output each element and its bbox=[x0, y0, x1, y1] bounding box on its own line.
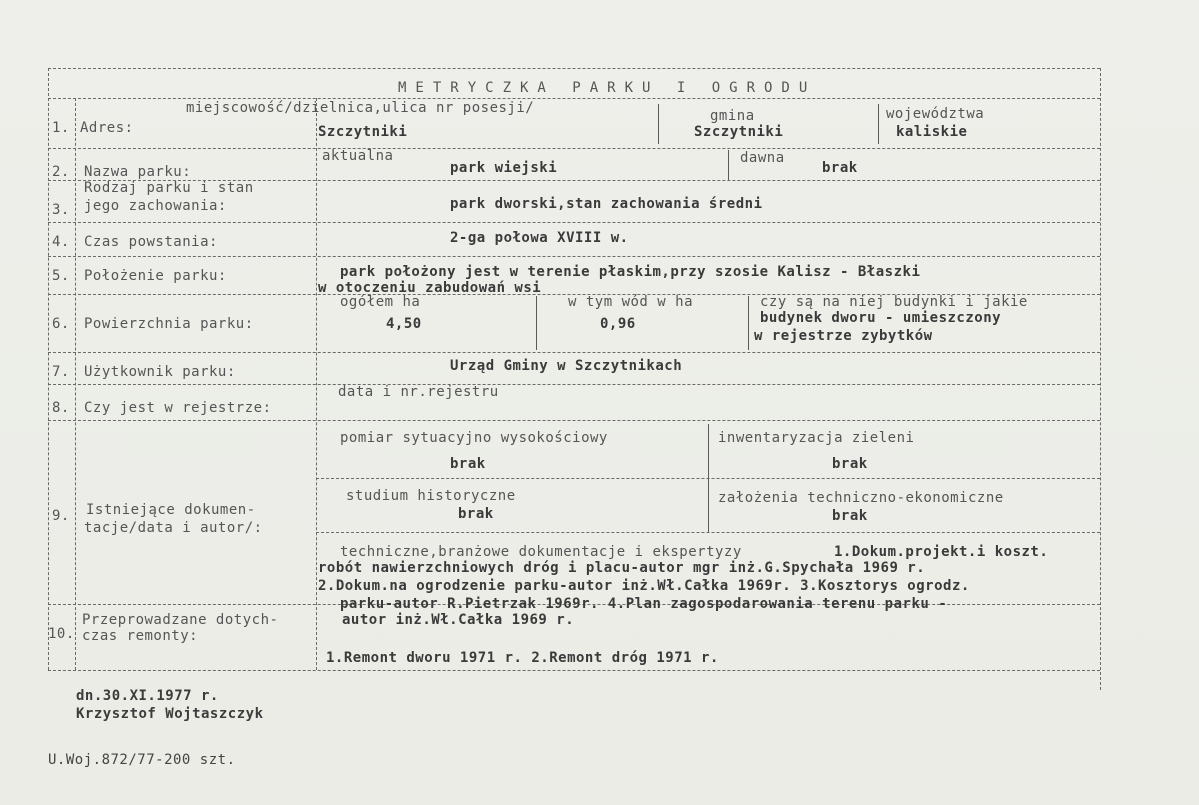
form-title: METRYCZKA PARKU I OGRODU bbox=[398, 80, 817, 96]
row9-divider bbox=[708, 424, 709, 532]
row6-divider bbox=[748, 296, 749, 350]
label-column-line bbox=[316, 98, 317, 670]
user-value: Urząd Gminy w Szczytnikach bbox=[450, 358, 683, 374]
documentation-label: Istniejące dokumen- bbox=[86, 502, 256, 518]
park-type-value: park dworski,stan zachowania średni bbox=[450, 196, 763, 212]
water-area-label: w tym wód w ha bbox=[568, 294, 694, 310]
historical-study-label: studium historyczne bbox=[346, 488, 516, 504]
frame-bottom-line bbox=[48, 670, 1100, 671]
renovations-value: 1.Remont dworu 1971 r. 2.Remont dróg 1971 r. bbox=[326, 650, 719, 666]
technical-docs-label: techniczne,branżowe dokumentacje i ekspertyzy bbox=[340, 544, 742, 560]
commune-value: Szczytniki bbox=[694, 124, 784, 140]
current-name-value: park wiejski bbox=[450, 160, 558, 176]
row-divider bbox=[48, 148, 1100, 149]
location-value: park położony jest w terenie płaskim,przy szosie Kalisz - Błaszki bbox=[340, 264, 921, 280]
area-label: Powierzchnia parku: bbox=[84, 316, 254, 332]
water-area-value: 0,96 bbox=[600, 316, 636, 332]
creation-time-value: 2-ga połowa XVIII w. bbox=[450, 230, 629, 246]
technical-docs-value: parku-autor R.Pietrzak 1969r. 4.Plan zagospodarowania terenu parku - bbox=[340, 596, 948, 612]
locality-value: Szczytniki bbox=[318, 124, 408, 140]
frame-left-line bbox=[48, 68, 49, 670]
park-name-label: Nazwa parku: bbox=[84, 164, 192, 180]
row-number: 5. bbox=[52, 268, 70, 284]
address-label: Adres: bbox=[80, 120, 134, 136]
location-value: w otoczeniu zabudowań wsi bbox=[318, 280, 542, 296]
row-number: 8. bbox=[52, 400, 70, 416]
greenery-inventory-value: brak bbox=[832, 456, 868, 472]
technical-docs-value: 1.Dokum.projekt.i koszt. bbox=[834, 544, 1049, 560]
print-run-note: U.Woj.872/77-200 szt. bbox=[48, 752, 236, 768]
row-divider bbox=[48, 256, 1100, 257]
technical-docs-value: autor inż.Wł.Całka 1969 r. bbox=[342, 612, 575, 628]
survey-label: pomiar sytuacyjno wysokościowy bbox=[340, 430, 608, 446]
location-label: Położenie parku: bbox=[84, 268, 227, 284]
park-type-label: jego zachowania: bbox=[84, 198, 227, 214]
renovations-label: czas remonty: bbox=[82, 628, 199, 644]
greenery-inventory-label: inwentaryzacja zieleni bbox=[718, 430, 915, 446]
buildings-label: czy są na niej budynki i jakie bbox=[760, 294, 1028, 310]
frame-right-line bbox=[1100, 68, 1101, 690]
row-divider bbox=[48, 222, 1100, 223]
park-type-label: Rodzaj parku i stan bbox=[84, 180, 254, 196]
current-name-label: aktualna bbox=[322, 148, 394, 164]
former-name-label: dawna bbox=[740, 150, 785, 166]
former-name-value: brak bbox=[822, 160, 858, 176]
register-label: Czy jest w rejestrze: bbox=[84, 400, 272, 416]
row-number: 1. bbox=[52, 120, 70, 136]
buildings-value: budynek dworu - umieszczony bbox=[760, 310, 1002, 326]
frame-top-line bbox=[48, 68, 1100, 69]
tech-economic-label: założenia techniczno-ekonomiczne bbox=[718, 490, 1004, 506]
survey-value: brak bbox=[450, 456, 486, 472]
voivodeship-label: województwa bbox=[886, 106, 985, 122]
buildings-value: w rejestrze zybytków bbox=[754, 328, 933, 344]
technical-docs-value: 2.Dokum.na ogrodzenie parku-autor inż.Wł.Całka 1969r. 3.Kosztorys ogrodz. bbox=[318, 578, 970, 594]
documentation-label: tacje/data i autor/: bbox=[84, 520, 263, 536]
commune-label: gmina bbox=[710, 108, 755, 124]
row-divider bbox=[48, 98, 1100, 99]
row-number: 7. bbox=[52, 364, 70, 380]
signature-date: dn.30.XI.1977 r. bbox=[76, 688, 219, 704]
row1-divider bbox=[658, 104, 659, 144]
voivodeship-value: kaliskie bbox=[896, 124, 968, 140]
register-number-label: data i nr.rejestru bbox=[338, 384, 499, 400]
row-divider bbox=[48, 352, 1100, 353]
row-divider bbox=[48, 420, 1100, 421]
row1-divider bbox=[878, 104, 879, 144]
tech-economic-value: brak bbox=[832, 508, 868, 524]
row6-divider bbox=[536, 296, 537, 350]
total-area-value: 4,50 bbox=[386, 316, 422, 332]
historical-study-value: brak bbox=[458, 506, 494, 522]
row-number: 9. bbox=[52, 508, 70, 524]
user-label: Użytkownik parku: bbox=[84, 364, 236, 380]
row2-divider bbox=[728, 150, 729, 180]
signature-name: Krzysztof Wojtaszczyk bbox=[76, 706, 264, 722]
renovations-label: Przeprowadzane dotych- bbox=[82, 612, 279, 628]
technical-docs-value: robót nawierzchniowych dróg i placu-autor mgr inż.G.Spychała 1969 r. bbox=[318, 560, 926, 576]
number-column-line bbox=[75, 98, 76, 670]
row-divider bbox=[316, 532, 1100, 533]
row-number: 10. bbox=[48, 626, 75, 642]
row-divider bbox=[48, 384, 1100, 385]
row-number: 6. bbox=[52, 316, 70, 332]
creation-time-label: Czas powstania: bbox=[84, 234, 218, 250]
total-area-label: ogółem ha bbox=[340, 294, 421, 310]
locality-label: miejscowość/dzielnica,ulica nr posesji/ bbox=[186, 100, 535, 116]
row-number: 3. bbox=[52, 202, 70, 218]
row-number: 4. bbox=[52, 234, 70, 250]
row-number: 2. bbox=[52, 164, 70, 180]
